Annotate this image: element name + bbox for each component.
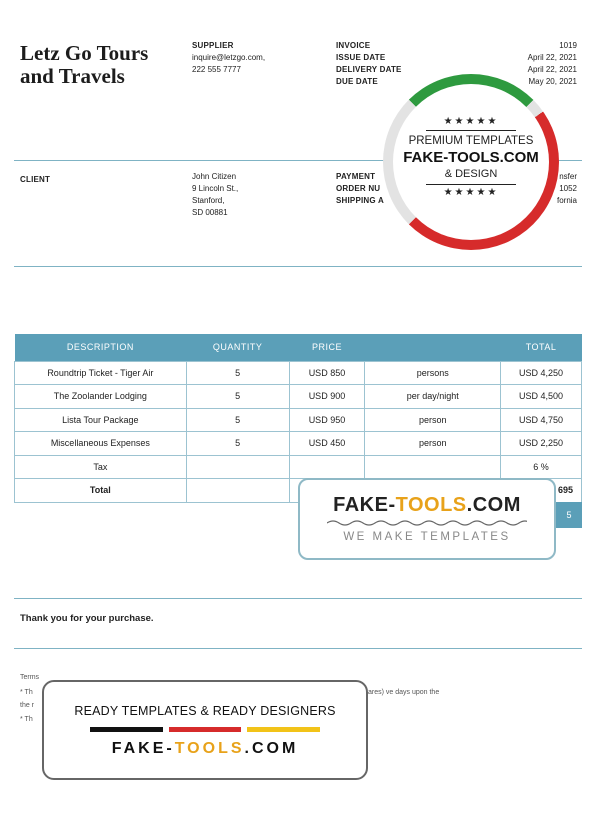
cell-unit: person: [365, 408, 501, 432]
cell-price: USD 450: [289, 432, 365, 456]
payment-labels: [336, 171, 384, 207]
client-city: Stanford,: [192, 196, 225, 205]
terms-line-1: * Th: [20, 689, 33, 696]
badge-line-1: PREMIUM TEMPLATES: [408, 135, 534, 147]
order-number: 1052: [559, 184, 577, 193]
total-label: Total: [15, 479, 187, 503]
brand-suffix: .COM: [466, 494, 521, 516]
badge-rule: [426, 130, 516, 131]
badge-inner: [393, 84, 549, 240]
supplier-email: inquire@letzgo.com,: [192, 53, 266, 62]
due-date-label: DUE DATE: [336, 77, 378, 86]
watermark3-brand: [44, 740, 366, 758]
supplier-block: [192, 40, 265, 76]
cell-quantity: 5: [186, 361, 289, 385]
table-row: [15, 408, 582, 432]
table-row: [15, 432, 582, 456]
tax-row: [15, 455, 582, 479]
brand-prefix: FAKE-: [111, 740, 175, 757]
tax-value: 6 %: [501, 455, 582, 479]
total-value: 695: [501, 479, 582, 503]
empty-cell: [186, 479, 289, 503]
cell-total: USD 4,250: [501, 361, 582, 385]
col-price: PRICE: [289, 334, 365, 361]
stars-top: ★★★★★: [443, 116, 499, 127]
table-row: [15, 385, 582, 409]
tax-label: Tax: [15, 455, 187, 479]
flag-red: [169, 727, 242, 732]
divider-thanks-top: [14, 598, 582, 599]
payment-label: PAYMENT: [336, 172, 376, 181]
divider-client: [14, 266, 582, 267]
col-quantity: QUANTITY: [186, 334, 289, 361]
supplier-phone: 222 555 7777: [192, 65, 241, 74]
thank-you-message: Thank you for your purchase.: [20, 613, 154, 624]
brand-prefix: FAKE-: [333, 494, 396, 516]
fake-tools-watermark: [298, 478, 556, 560]
divider-thanks-bottom: [14, 648, 582, 649]
supplier-label: SUPPLIER: [192, 41, 234, 50]
client-name: John Citizen: [192, 172, 237, 181]
cell-description: Lista Tour Package: [15, 408, 187, 432]
flag-gold: [247, 727, 320, 732]
amount-due-cell: 5: [556, 502, 582, 528]
col-description: DESCRIPTION: [15, 334, 187, 361]
invoice-number: 1019: [559, 41, 577, 50]
brand-accent: TOOLS: [395, 494, 467, 516]
cell-unit: per day/night: [365, 385, 501, 409]
shipping-address: fornia: [556, 196, 577, 205]
badge-rule: [426, 184, 516, 185]
brand-accent: TOOLS: [174, 740, 245, 757]
table-header-row: [15, 334, 582, 361]
terms-line-2: the r: [20, 702, 35, 709]
cell-quantity: 5: [186, 432, 289, 456]
cell-description: The Zoolander Lodging: [15, 385, 187, 409]
badge-line-3: & DESIGN: [444, 168, 498, 180]
due-date: May 20, 2021: [528, 77, 577, 86]
cell-total: USD 4,500: [501, 385, 582, 409]
cell-price: USD 850: [289, 361, 365, 385]
company-name: Letz Go Tours and Travels: [20, 41, 149, 88]
cell-price: USD 900: [289, 385, 365, 409]
watermark-tagline: WE MAKE TEMPLATES: [343, 531, 511, 543]
terms-title: Terms: [20, 674, 40, 681]
client-zip: SD 00881: [192, 208, 228, 217]
invoice-label: INVOICE: [336, 41, 371, 50]
client-street: 9 Lincoln St.,: [192, 184, 239, 193]
brand-suffix: .COM: [244, 740, 299, 757]
watermark-brand: [300, 494, 554, 517]
table-row: [15, 361, 582, 385]
cell-description: Miscellaneous Expenses: [15, 432, 187, 456]
ready-templates-watermark: [42, 680, 368, 780]
terms-line-1-end: ares) ve days upon the: [368, 689, 440, 696]
stars-bottom: ★★★★★: [443, 187, 499, 198]
cell-total: USD 2,250: [501, 432, 582, 456]
empty-cell: [186, 455, 289, 479]
col-unit: [365, 334, 501, 361]
payment-method: nsfer: [559, 172, 577, 181]
cell-unit: persons: [365, 361, 501, 385]
delivery-date: April 22, 2021: [527, 65, 577, 74]
col-total: TOTAL: [501, 334, 582, 361]
watermark3-title: READY TEMPLATES & READY DESIGNERS: [74, 704, 336, 718]
issue-date: April 22, 2021: [527, 53, 577, 62]
delivery-date-label: DELIVERY DATE: [336, 65, 402, 74]
client-label: CLIENT: [20, 175, 51, 184]
client-block: [192, 171, 238, 219]
premium-templates-badge: [383, 74, 559, 250]
terms-line-3: * Th: [20, 716, 33, 723]
badge-line-2: FAKE-TOOLS.COM: [403, 149, 539, 166]
cell-unit: person: [365, 432, 501, 456]
invoice-meta-labels: [336, 40, 402, 88]
cell-total: USD 4,750: [501, 408, 582, 432]
flag-black: [90, 727, 163, 732]
empty-cell: [365, 455, 501, 479]
flag-stripes: [90, 727, 320, 732]
order-number-label: ORDER NU: [336, 184, 381, 193]
cell-description: Roundtrip Ticket - Tiger Air: [15, 361, 187, 385]
empty-cell: [289, 455, 365, 479]
wave-icon: [327, 519, 527, 527]
cell-quantity: 5: [186, 385, 289, 409]
issue-date-label: ISSUE DATE: [336, 53, 386, 62]
cell-price: USD 950: [289, 408, 365, 432]
shipping-label: SHIPPING A: [336, 196, 384, 205]
cell-quantity: 5: [186, 408, 289, 432]
